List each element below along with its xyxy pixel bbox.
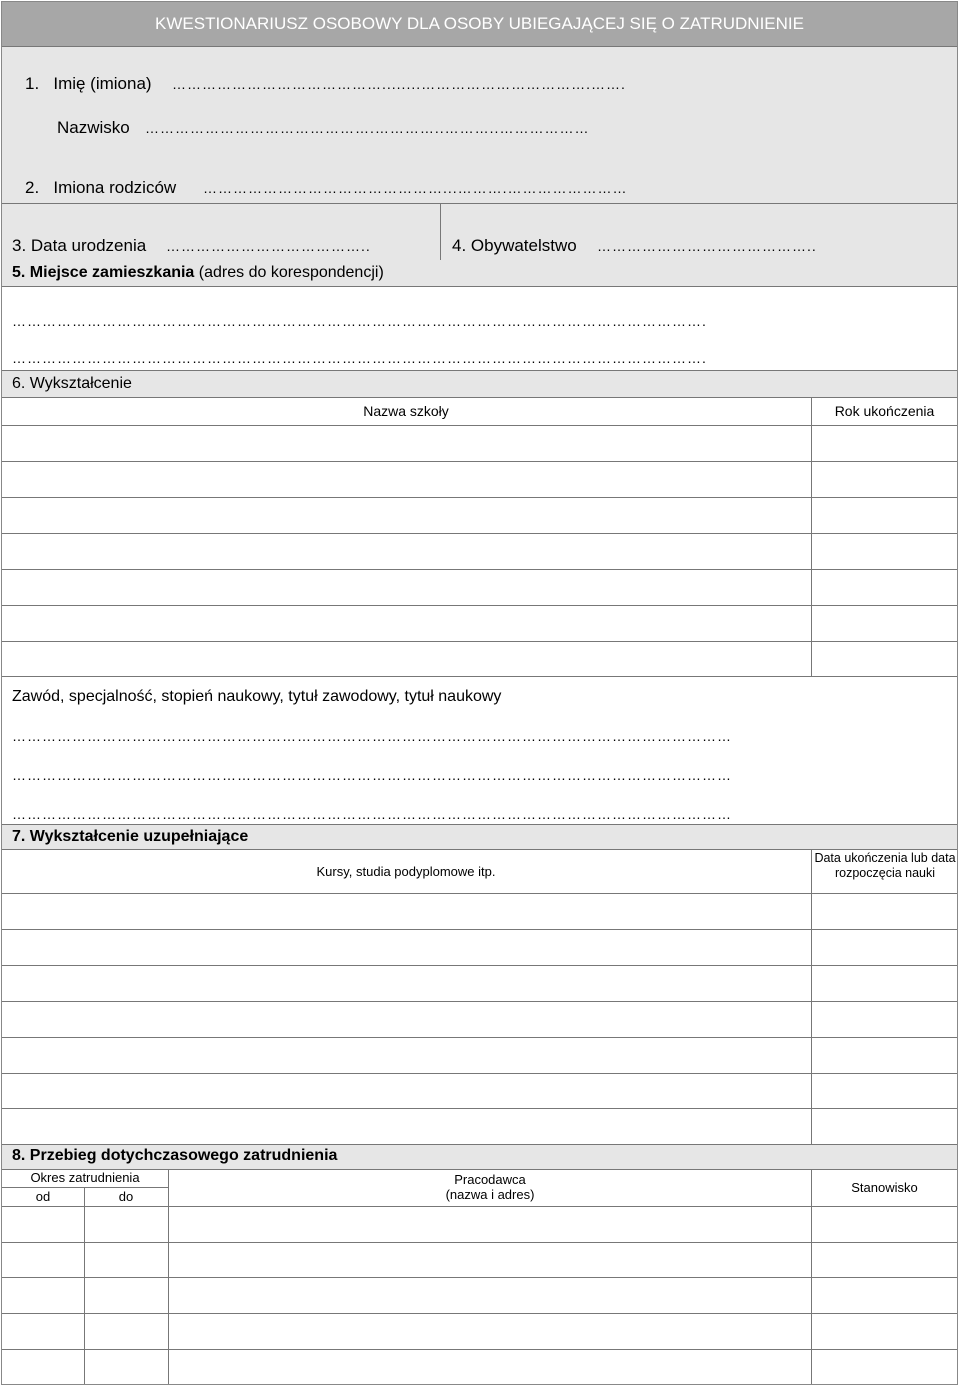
address-label: 5. Miejsce zamieszkania (adres do korespondencji) xyxy=(12,264,384,281)
profession-line-1[interactable]: ……………………………………………………………………………………………………………………………… xyxy=(12,728,732,744)
employment-period-header: Okres zatrudnienia xyxy=(30,1170,140,1185)
additional-education-label: 7. Wykształcenie uzupełniające xyxy=(12,828,249,845)
course-date-header: Data ukończenia lub data rozpoczęcia nauki xyxy=(814,851,956,880)
employment-history-label: 8. Przebieg dotychczasowego zatrudnienia xyxy=(12,1147,338,1164)
parents-names-field[interactable]: …………………………………………...……….…………………… xyxy=(203,180,628,196)
education-label: 6. Wykształcenie xyxy=(12,375,132,392)
period-from-header: od xyxy=(35,1189,51,1204)
graduation-year-header: Rok ukończenia xyxy=(834,403,935,419)
surname-field[interactable]: ……………………………………….…………..………..……………… xyxy=(145,120,590,136)
birth-date-field[interactable]: ………………………………….. xyxy=(166,238,371,254)
first-name-label: 1. Imię (imiona) xyxy=(25,74,152,93)
school-name-header: Nazwa szkoły xyxy=(363,403,449,419)
citizenship-label: 4. Obywatelstwo xyxy=(452,236,577,255)
form-title: KWESTIONARIUSZ OSOBOWY DLA OSOBY UBIEGAJĄCEJ SIĘ O ZATRUDNIENIE xyxy=(2,2,957,46)
birth-date-label: 3. Data urodzenia xyxy=(12,236,147,255)
period-to-header: do xyxy=(118,1189,134,1204)
profession-label: Zawód, specjalność, stopień naukowy, tytuł zawodowy, tytuł naukowy xyxy=(12,688,502,705)
employer-header: Pracodawca (nazwa i adres) xyxy=(445,1172,535,1202)
first-name-field[interactable]: ……………………………………........…………………………….……. xyxy=(172,76,626,92)
address-line-1[interactable]: …………………………………………………………………………………………………………………………. xyxy=(12,313,707,329)
parents-names-label: 2. Imiona rodziców xyxy=(25,178,177,197)
position-header: Stanowisko xyxy=(851,1180,918,1195)
profession-line-2[interactable]: ……………………………………………………………………………………………………………………………… xyxy=(12,767,732,783)
address-line-2[interactable]: …………………………………………………………………………………………………………………………. xyxy=(12,350,707,366)
profession-line-3[interactable]: ……………………………………………………………………………………………………………………………… xyxy=(12,806,732,822)
citizenship-field[interactable]: …………………………………….. xyxy=(597,238,817,254)
courses-header: Kursy, studia podyplomowe itp. xyxy=(316,864,496,879)
surname-label: Nazwisko xyxy=(57,118,130,137)
